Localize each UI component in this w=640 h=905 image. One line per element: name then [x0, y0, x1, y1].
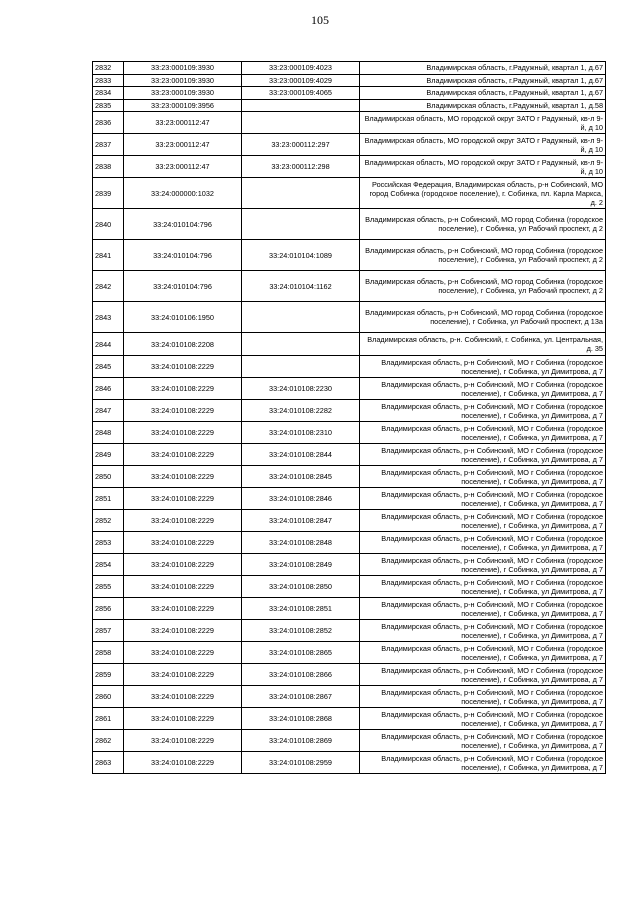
sub-cadastral-number-cell: 33:24:010108:2959	[242, 752, 360, 774]
address-cell: Владимирская область, р-н Собинский, МО г Собинка (городское поселение), г Собинка, ул Димитрова, д 7	[360, 422, 606, 444]
row-number-cell: 2851	[93, 488, 124, 510]
cadastral-number-cell: 33:24:000000:1032	[124, 178, 242, 209]
cadastral-number-cell: 33:24:010108:2229	[124, 642, 242, 664]
cadastral-number-cell: 33:24:010108:2229	[124, 378, 242, 400]
table-row	[93, 444, 606, 466]
table-row	[93, 752, 606, 774]
sub-cadastral-number-cell: 33:24:010104:1162	[242, 271, 360, 302]
row-number-cell: 2842	[93, 271, 124, 302]
cadastral-number-cell: 33:24:010108:2229	[124, 422, 242, 444]
address-cell: Владимирская область, г.Радужный, квартал 1, д.58	[360, 99, 606, 112]
sub-cadastral-number-cell: 33:24:010108:2848	[242, 532, 360, 554]
address-cell: Владимирская область, р-н Собинский, МО г Собинка (городское поселение), г Собинка, ул Димитрова, д 7	[360, 620, 606, 642]
sub-cadastral-number-cell: 33:24:010108:2849	[242, 554, 360, 576]
address-cell: Владимирская область, р-н Собинский, МО г Собинка (городское поселение), г Собинка, ул Димитрова, д 7	[360, 576, 606, 598]
table-row	[93, 240, 606, 271]
row-number-cell: 2850	[93, 466, 124, 488]
address-cell: Владимирская область, р-н Собинский, МО г Собинка (городское поселение), г Собинка, ул Димитрова, д 7	[360, 554, 606, 576]
table-row	[93, 134, 606, 156]
row-number-cell: 2854	[93, 554, 124, 576]
cadastral-number-cell: 33:24:010108:2229	[124, 730, 242, 752]
row-number-cell: 2836	[93, 112, 124, 134]
table-row	[93, 532, 606, 554]
sub-cadastral-number-cell	[242, 333, 360, 356]
cadastral-number-cell: 33:24:010108:2229	[124, 708, 242, 730]
row-number-cell: 2862	[93, 730, 124, 752]
sub-cadastral-number-cell: 33:24:010108:2310	[242, 422, 360, 444]
table-row	[93, 686, 606, 708]
row-number-cell: 2848	[93, 422, 124, 444]
row-number-cell: 2861	[93, 708, 124, 730]
sub-cadastral-number-cell	[242, 178, 360, 209]
sub-cadastral-number-cell: 33:24:010108:2850	[242, 576, 360, 598]
sub-cadastral-number-cell	[242, 356, 360, 378]
sub-cadastral-number-cell: 33:24:010108:2869	[242, 730, 360, 752]
table-row	[93, 62, 606, 75]
sub-cadastral-number-cell: 33:24:010104:1089	[242, 240, 360, 271]
table-row	[93, 74, 606, 87]
cadastral-number-cell: 33:24:010108:2208	[124, 333, 242, 356]
address-cell: Владимирская область, р-н Собинский, МО г Собинка (городское поселение), г Собинка, ул Димитрова, д 7	[360, 598, 606, 620]
cadastral-number-cell: 33:24:010104:796	[124, 240, 242, 271]
cadastral-number-cell: 33:23:000109:3930	[124, 62, 242, 75]
sub-cadastral-number-cell: 33:23:000112:298	[242, 156, 360, 178]
address-cell: Владимирская область, р-н Собинский, МО г Собинка (городское поселение), г Собинка, ул Димитрова, д 7	[360, 708, 606, 730]
cadastral-number-cell: 33:24:010108:2229	[124, 576, 242, 598]
sub-cadastral-number-cell: 33:24:010108:2867	[242, 686, 360, 708]
sub-cadastral-number-cell: 33:24:010108:2866	[242, 664, 360, 686]
address-cell: Владимирская область, р-н Собинский, МО г Собинка (городское поселение), г Собинка, ул Димитрова, д 7	[360, 730, 606, 752]
table-row	[93, 112, 606, 134]
table-row	[93, 510, 606, 532]
table-row	[93, 620, 606, 642]
cadastral-number-cell: 33:24:010104:796	[124, 209, 242, 240]
row-number-cell: 2839	[93, 178, 124, 209]
property-register-table	[92, 61, 606, 774]
address-cell: Владимирская область, р-н Собинский, МО г Собинка (городское поселение), г Собинка, ул Димитрова, д 7	[360, 488, 606, 510]
address-cell: Владимирская область, р-н Собинский, МО г Собинка (городское поселение), г Собинка, ул Димитрова, д 7	[360, 378, 606, 400]
cadastral-number-cell: 33:23:000109:3956	[124, 99, 242, 112]
row-number-cell: 2860	[93, 686, 124, 708]
page-number: 105	[311, 13, 329, 27]
register-table-body	[93, 62, 606, 774]
sub-cadastral-number-cell: 33:23:000109:4023	[242, 62, 360, 75]
sub-cadastral-number-cell	[242, 112, 360, 134]
table-row	[93, 466, 606, 488]
table-row	[93, 664, 606, 686]
address-cell: Владимирская область, р-н Собинский, МО г Собинка (городское поселение), г Собинка, ул Димитрова, д 7	[360, 356, 606, 378]
sub-cadastral-number-cell: 33:24:010108:2282	[242, 400, 360, 422]
cadastral-number-cell: 33:23:000109:3930	[124, 74, 242, 87]
sub-cadastral-number-cell: 33:24:010108:2851	[242, 598, 360, 620]
address-cell: Владимирская область, р-н Собинский, МО г Собинка (городское поселение), г Собинка, ул Димитрова, д 7	[360, 400, 606, 422]
cadastral-number-cell: 33:24:010108:2229	[124, 664, 242, 686]
cadastral-number-cell: 33:24:010108:2229	[124, 444, 242, 466]
address-cell: Владимирская область, МО городской округ ЗАТО г Радужный, кв-л 9-й, д 10	[360, 134, 606, 156]
row-number-cell: 2845	[93, 356, 124, 378]
address-cell: Владимирская область, р-н Собинский, МО г Собинка (городское поселение), г Собинка, ул Димитрова, д 7	[360, 664, 606, 686]
address-cell: Владимирская область, р-н Собинский, МО г Собинка (городское поселение), г Собинка, ул Димитрова, д 7	[360, 752, 606, 774]
cadastral-number-cell: 33:24:010108:2229	[124, 598, 242, 620]
table-row	[93, 271, 606, 302]
address-cell: Владимирская область, р-н Собинский, МО г Собинка (городское поселение), г Собинка, ул Димитрова, д 7	[360, 510, 606, 532]
cadastral-number-cell: 33:23:000112:47	[124, 112, 242, 134]
table-row	[93, 422, 606, 444]
row-number-cell: 2856	[93, 598, 124, 620]
row-number-cell: 2844	[93, 333, 124, 356]
sub-cadastral-number-cell: 33:23:000109:4029	[242, 74, 360, 87]
cadastral-number-cell: 33:24:010108:2229	[124, 686, 242, 708]
table-row	[93, 333, 606, 356]
address-cell: Владимирская область, р-н Собинский, МО г Собинка (городское поселение), г Собинка, ул Димитрова, д 7	[360, 532, 606, 554]
table-row	[93, 99, 606, 112]
address-cell: Владимирская область, р-н Собинский, МО город Собинка (городское поселение), г Собинка, ул Рабочий проспект, д 13а	[360, 302, 606, 333]
row-number-cell: 2834	[93, 87, 124, 100]
row-number-cell: 2849	[93, 444, 124, 466]
row-number-cell: 2859	[93, 664, 124, 686]
row-number-cell: 2852	[93, 510, 124, 532]
address-cell: Владимирская область, р-н Собинский, МО город Собинка (городское поселение), г Собинка, ул Рабочий проспект, д 2	[360, 240, 606, 271]
sub-cadastral-number-cell	[242, 99, 360, 112]
sub-cadastral-number-cell: 33:24:010108:2847	[242, 510, 360, 532]
row-number-cell: 2843	[93, 302, 124, 333]
row-number-cell: 2857	[93, 620, 124, 642]
sub-cadastral-number-cell: 33:24:010108:2852	[242, 620, 360, 642]
sub-cadastral-number-cell	[242, 302, 360, 333]
sub-cadastral-number-cell: 33:24:010108:2845	[242, 466, 360, 488]
table-row	[93, 302, 606, 333]
table-row	[93, 488, 606, 510]
table-row	[93, 178, 606, 209]
address-cell: Владимирская область, р-н Собинский, МО г Собинка (городское поселение), г Собинка, ул Димитрова, д 7	[360, 466, 606, 488]
sub-cadastral-number-cell: 33:24:010108:2868	[242, 708, 360, 730]
address-cell: Владимирская область, р-н. Собинский, г. Собинка, ул. Центральная, д. 35	[360, 333, 606, 356]
row-number-cell: 2838	[93, 156, 124, 178]
sub-cadastral-number-cell	[242, 209, 360, 240]
row-number-cell: 2833	[93, 74, 124, 87]
row-number-cell: 2847	[93, 400, 124, 422]
sub-cadastral-number-cell: 33:23:000109:4065	[242, 87, 360, 100]
row-number-cell: 2840	[93, 209, 124, 240]
row-number-cell: 2835	[93, 99, 124, 112]
cadastral-number-cell: 33:23:000109:3930	[124, 87, 242, 100]
table-row	[93, 554, 606, 576]
table-row	[93, 400, 606, 422]
row-number-cell: 2855	[93, 576, 124, 598]
cadastral-number-cell: 33:24:010108:2229	[124, 400, 242, 422]
cadastral-number-cell: 33:23:000112:47	[124, 134, 242, 156]
table-row	[93, 356, 606, 378]
cadastral-number-cell: 33:23:000112:47	[124, 156, 242, 178]
table-row	[93, 378, 606, 400]
address-cell: Владимирская область, р-н Собинский, МО город Собинка (городское поселение), г Собинка, ул Рабочий проспект, д 2	[360, 209, 606, 240]
address-cell: Владимирская область, г.Радужный, квартал 1, д.67	[360, 62, 606, 75]
row-number-cell: 2832	[93, 62, 124, 75]
cadastral-number-cell: 33:24:010108:2229	[124, 488, 242, 510]
cadastral-number-cell: 33:24:010108:2229	[124, 532, 242, 554]
table-row	[93, 730, 606, 752]
table-row	[93, 156, 606, 178]
row-number-cell: 2853	[93, 532, 124, 554]
row-number-cell: 2863	[93, 752, 124, 774]
table-row	[93, 642, 606, 664]
cadastral-number-cell: 33:24:010108:2229	[124, 752, 242, 774]
table-row	[93, 708, 606, 730]
cadastral-number-cell: 33:24:010108:2229	[124, 466, 242, 488]
table-row	[93, 87, 606, 100]
row-number-cell: 2841	[93, 240, 124, 271]
address-cell: Владимирская область, р-н Собинский, МО г Собинка (городское поселение), г Собинка, ул Димитрова, д 7	[360, 444, 606, 466]
cadastral-number-cell: 33:24:010108:2229	[124, 356, 242, 378]
cadastral-number-cell: 33:24:010108:2229	[124, 554, 242, 576]
sub-cadastral-number-cell: 33:24:010108:2846	[242, 488, 360, 510]
cadastral-number-cell: 33:24:010106:1950	[124, 302, 242, 333]
table-row	[93, 598, 606, 620]
sub-cadastral-number-cell: 33:23:000112:297	[242, 134, 360, 156]
cadastral-number-cell: 33:24:010104:796	[124, 271, 242, 302]
address-cell: Владимирская область, МО городской округ ЗАТО г Радужный, кв-л 9-й, д 10	[360, 156, 606, 178]
address-cell: Владимирская область, МО городской округ ЗАТО г Радужный, кв-л 9-й, д 10	[360, 112, 606, 134]
row-number-cell: 2846	[93, 378, 124, 400]
sub-cadastral-number-cell: 33:24:010108:2230	[242, 378, 360, 400]
table-row	[93, 576, 606, 598]
address-cell: Владимирская область, р-н Собинский, МО г Собинка (городское поселение), г Собинка, ул Димитрова, д 7	[360, 686, 606, 708]
address-cell: Владимирская область, г.Радужный, квартал 1, д.67	[360, 74, 606, 87]
table-row	[93, 209, 606, 240]
sub-cadastral-number-cell: 33:24:010108:2865	[242, 642, 360, 664]
address-cell: Российская Федерация, Владимирская область, р-н Собинский, МО город Собинка (городское поселение), г. Собинка, пл. Карла Маркса, д. 2	[360, 178, 606, 209]
row-number-cell: 2837	[93, 134, 124, 156]
address-cell: Владимирская область, г.Радужный, квартал 1, д.67	[360, 87, 606, 100]
cadastral-number-cell: 33:24:010108:2229	[124, 620, 242, 642]
address-cell: Владимирская область, р-н Собинский, МО г Собинка (городское поселение), г Собинка, ул Димитрова, д 7	[360, 642, 606, 664]
cadastral-number-cell: 33:24:010108:2229	[124, 510, 242, 532]
row-number-cell: 2858	[93, 642, 124, 664]
sub-cadastral-number-cell: 33:24:010108:2844	[242, 444, 360, 466]
address-cell: Владимирская область, р-н Собинский, МО город Собинка (городское поселение), г Собинка, ул Рабочий проспект, д 2	[360, 271, 606, 302]
